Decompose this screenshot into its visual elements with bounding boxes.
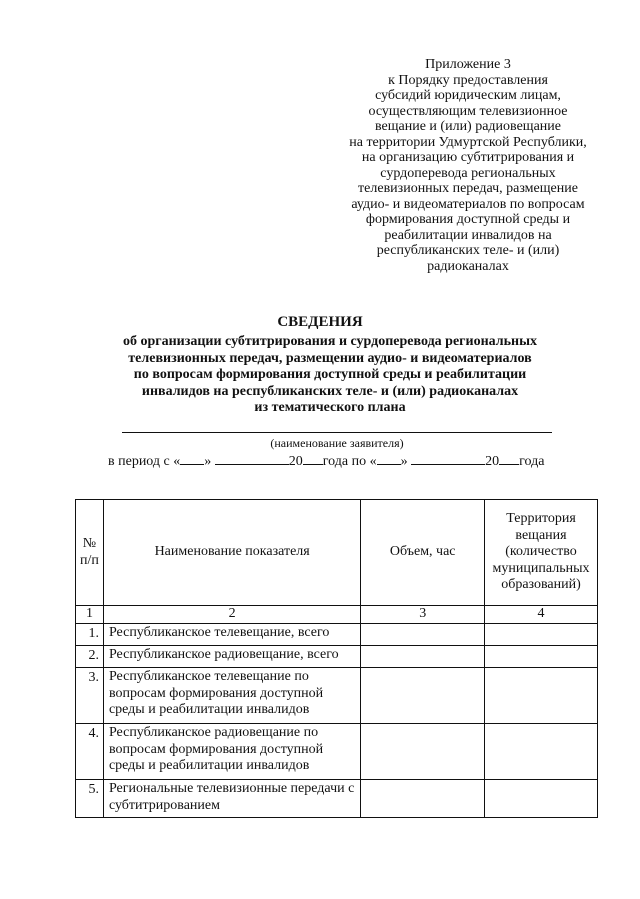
column-number: 4 (485, 606, 598, 624)
end-day-field[interactable] (377, 452, 401, 465)
volume-cell[interactable] (361, 668, 485, 724)
end-year-field[interactable] (499, 452, 519, 465)
table-row (76, 780, 598, 818)
annex-line: формирования доступной среды и (365, 212, 571, 227)
header-territory: Территория вещания (количество муниципальных образований) (485, 500, 598, 606)
column-number: 2 (103, 606, 360, 624)
annex-line: аудио- и видеоматериалов по вопросам (351, 196, 585, 212)
column-number: 3 (361, 606, 485, 624)
row-number: 5. (76, 780, 104, 818)
annex-line: реабилитации инвалидов на (384, 227, 552, 243)
row-number: 3. (76, 668, 104, 724)
annex-line: вещание и (или) радиовещание (375, 119, 561, 134)
table-row (76, 646, 598, 668)
period-suffix: года (519, 454, 545, 469)
annex-line: республиканских теле- и (или) (376, 243, 560, 258)
volume-cell[interactable] (361, 624, 485, 646)
row-number: 2. (76, 646, 104, 668)
period-quote: » (400, 454, 408, 469)
territory-cell[interactable] (485, 624, 598, 646)
subtitle-line: об организации субтитрирования и сурдоперевода региональных (122, 334, 538, 349)
column-number: 1 (76, 606, 104, 624)
row-indicator: Республиканское радиовещание, всего (103, 646, 360, 668)
period-middle: года по « (322, 454, 377, 469)
annex-line: на территории Удмуртской Республики, (349, 134, 587, 150)
annex-line: осуществляющим телевизионное (368, 103, 568, 119)
column-number-row (76, 606, 598, 624)
annex-line: к Порядку предоставления (388, 72, 548, 88)
header-volume: Объем, час (361, 500, 485, 606)
territory-cell[interactable] (485, 646, 598, 668)
annex-line: субсидий юридическим лицам, (375, 88, 561, 103)
volume-cell[interactable] (361, 724, 485, 780)
annex-reference (320, 57, 616, 274)
start-year-field[interactable] (303, 452, 323, 465)
row-indicator: Республиканское радиовещание по вопросам формирования доступной среды и реабилитации инвалидов (103, 724, 360, 780)
table-header-row (76, 500, 598, 606)
document-subtitle (60, 334, 600, 417)
subtitle-line: по вопросам формирования доступной среды и реабилитации (133, 367, 527, 382)
table-row (76, 668, 598, 724)
header-number: № п/п (76, 500, 104, 606)
annex-line: Приложение 3 (425, 57, 511, 72)
indicators-table (75, 499, 598, 818)
year-prefix: 20 (485, 454, 500, 469)
row-indicator: Республиканское телевещание, всего (103, 624, 360, 646)
reporting-period (108, 452, 544, 470)
territory-cell[interactable] (485, 780, 598, 818)
period-prefix: в период с « (108, 454, 181, 469)
annex-line: телевизионных передач, размещение (358, 181, 578, 196)
annex-line: сурдоперевода региональных (380, 165, 556, 181)
end-month-field[interactable] (411, 452, 485, 465)
applicant-caption: (наименование заявителя) (270, 436, 404, 450)
subtitle-line: телевизионных передач, размещении аудио- и видеоматериалов (128, 350, 532, 366)
period-quote: » (204, 454, 212, 469)
territory-cell[interactable] (485, 668, 598, 724)
annex-line: радиоканалах (427, 258, 509, 274)
subtitle-line: из тематического плана (254, 400, 406, 415)
start-month-field[interactable] (215, 452, 289, 465)
header-indicator: Наименование показателя (103, 500, 360, 606)
row-indicator: Региональные телевизионные передачи с субтитрированием (103, 780, 360, 818)
document-title: СВЕДЕНИЯ (277, 314, 363, 330)
volume-cell[interactable] (361, 780, 485, 818)
subtitle-line: инвалидов на республиканских теле- и (или) радиоканалах (141, 383, 519, 399)
row-number: 1. (76, 624, 104, 646)
row-number: 4. (76, 724, 104, 780)
start-day-field[interactable] (180, 452, 204, 465)
annex-line: на организацию субтитрирования и (361, 150, 575, 165)
year-prefix: 20 (288, 454, 303, 469)
volume-cell[interactable] (361, 646, 485, 668)
table-row (76, 624, 598, 646)
applicant-name-field[interactable] (122, 432, 552, 433)
territory-cell[interactable] (485, 724, 598, 780)
table-row (76, 724, 598, 780)
row-indicator: Республиканское телевещание по вопросам формирования доступной среды и реабилитации инвалидов (103, 668, 360, 724)
